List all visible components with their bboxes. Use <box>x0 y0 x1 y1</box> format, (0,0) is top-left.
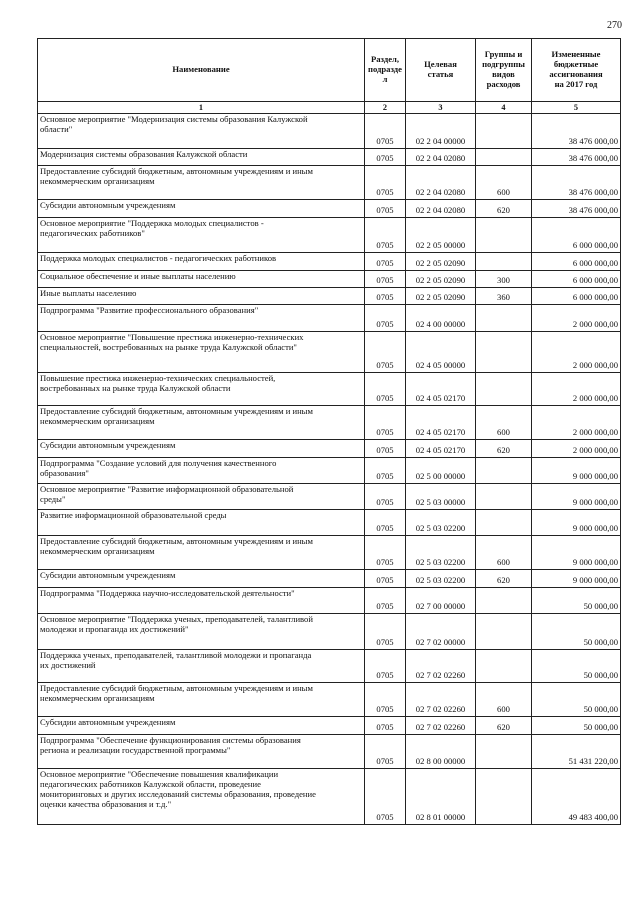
cell-group: 360 <box>476 288 532 305</box>
cell-group <box>476 614 532 650</box>
cell-amount: 9 000 000,00 <box>532 484 621 510</box>
cell-group <box>476 218 532 253</box>
cell-name: Иные выплаты населению <box>38 288 365 305</box>
cell-group <box>476 588 532 614</box>
cell-amount: 9 000 000,00 <box>532 536 621 570</box>
cell-code: 02 7 02 00000 <box>406 614 476 650</box>
table-row <box>38 200 621 218</box>
cell-name: Предоставление субсидий бюджетным, автономным учреждениям и иным некоммерческим организациям <box>38 406 365 440</box>
cell-name: Основное мероприятие "Развитие информационной образовательной среды" <box>38 484 365 510</box>
cell-group: 620 <box>476 717 532 735</box>
cell-section: 0705 <box>365 614 406 650</box>
cell-group <box>476 114 532 149</box>
cell-name: Субсидии автономным учреждениям <box>38 200 365 218</box>
cell-code: 02 2 05 00000 <box>406 218 476 253</box>
header-name: Наименование <box>38 39 365 102</box>
cell-section: 0705 <box>365 588 406 614</box>
column-number: 3 <box>406 102 476 114</box>
cell-code: 02 2 05 02090 <box>406 288 476 305</box>
cell-code: 02 2 04 02080 <box>406 166 476 200</box>
cell-amount: 6 000 000,00 <box>532 288 621 305</box>
cell-section: 0705 <box>365 735 406 769</box>
cell-code: 02 5 00 00000 <box>406 458 476 484</box>
cell-section: 0705 <box>365 114 406 149</box>
cell-code: 02 5 03 02200 <box>406 570 476 588</box>
cell-section: 0705 <box>365 484 406 510</box>
table-row <box>38 510 621 536</box>
cell-amount: 2 000 000,00 <box>532 332 621 373</box>
table-row <box>38 536 621 570</box>
cell-name: Поддержка молодых специалистов - педагогических работников <box>38 253 365 271</box>
cell-group: 600 <box>476 406 532 440</box>
cell-group <box>476 332 532 373</box>
cell-group <box>476 305 532 332</box>
header-groups: Группы и подгруппы видов расходов <box>476 39 532 102</box>
cell-name: Подпрограмма "Обеспечение функционирования системы образования региона и реализации государственной программы" <box>38 735 365 769</box>
cell-amount: 2 000 000,00 <box>532 440 621 458</box>
cell-code: 02 4 00 00000 <box>406 305 476 332</box>
cell-section: 0705 <box>365 717 406 735</box>
cell-amount: 50 000,00 <box>532 650 621 683</box>
cell-group: 600 <box>476 536 532 570</box>
cell-name: Предоставление субсидий бюджетным, автономным учреждениям и иным некоммерческим организациям <box>38 683 365 717</box>
cell-section: 0705 <box>365 373 406 406</box>
cell-amount: 50 000,00 <box>532 683 621 717</box>
cell-section: 0705 <box>365 769 406 825</box>
column-number: 5 <box>532 102 621 114</box>
cell-name: Повышение престижа инженерно-технических специальностей, востребованных на рынке труда Калужской области <box>38 373 365 406</box>
cell-code: 02 7 00 00000 <box>406 588 476 614</box>
cell-name: Основное мероприятие "Повышение престижа инженерно-технических специальностей, востребованных на рынке труда Калужской области" <box>38 332 365 373</box>
cell-amount: 2 000 000,00 <box>532 373 621 406</box>
cell-group: 620 <box>476 200 532 218</box>
cell-section: 0705 <box>365 458 406 484</box>
cell-name: Основное мероприятие "Модернизация системы образования Калужской области" <box>38 114 365 149</box>
table-row <box>38 166 621 200</box>
cell-name: Основное мероприятие "Поддержка молодых специалистов - педагогических работников" <box>38 218 365 253</box>
table-row <box>38 253 621 271</box>
table-row <box>38 484 621 510</box>
table-row <box>38 406 621 440</box>
cell-section: 0705 <box>365 683 406 717</box>
cell-code: 02 7 02 02260 <box>406 650 476 683</box>
cell-amount: 9 000 000,00 <box>532 570 621 588</box>
header-amount: Измененные бюджетные ассигнования на 2017 год <box>532 39 621 102</box>
cell-group <box>476 458 532 484</box>
cell-section: 0705 <box>365 305 406 332</box>
column-number-row <box>38 102 621 114</box>
cell-section: 0705 <box>365 288 406 305</box>
table-row <box>38 271 621 288</box>
cell-amount: 51 431 220,00 <box>532 735 621 769</box>
cell-section: 0705 <box>365 218 406 253</box>
cell-group: 600 <box>476 166 532 200</box>
cell-name: Социальное обеспечение и иные выплаты населению <box>38 271 365 288</box>
cell-amount: 6 000 000,00 <box>532 253 621 271</box>
column-number: 1 <box>38 102 365 114</box>
cell-group: 300 <box>476 271 532 288</box>
cell-section: 0705 <box>365 536 406 570</box>
table-row <box>38 149 621 166</box>
cell-code: 02 5 03 00000 <box>406 484 476 510</box>
table-row <box>38 114 621 149</box>
cell-amount: 38 476 000,00 <box>532 166 621 200</box>
cell-code: 02 2 04 02080 <box>406 200 476 218</box>
table-row <box>38 332 621 373</box>
cell-name: Основное мероприятие "Поддержка ученых, преподавателей, талантливой молодежи и пропаганда их достижений" <box>38 614 365 650</box>
cell-section: 0705 <box>365 650 406 683</box>
cell-group <box>476 373 532 406</box>
cell-name: Подпрограмма "Поддержка научно-исследовательской деятельности" <box>38 588 365 614</box>
cell-section: 0705 <box>365 332 406 373</box>
cell-amount: 50 000,00 <box>532 717 621 735</box>
cell-code: 02 4 05 02170 <box>406 373 476 406</box>
cell-code: 02 4 05 00000 <box>406 332 476 373</box>
cell-section: 0705 <box>365 406 406 440</box>
cell-code: 02 2 04 02080 <box>406 149 476 166</box>
cell-section: 0705 <box>365 440 406 458</box>
cell-group: 620 <box>476 570 532 588</box>
cell-code: 02 2 05 02090 <box>406 253 476 271</box>
table-header-row <box>38 39 621 102</box>
cell-section: 0705 <box>365 253 406 271</box>
cell-code: 02 2 05 02090 <box>406 271 476 288</box>
cell-code: 02 7 02 02260 <box>406 683 476 717</box>
cell-group <box>476 650 532 683</box>
cell-section: 0705 <box>365 510 406 536</box>
cell-section: 0705 <box>365 570 406 588</box>
cell-section: 0705 <box>365 271 406 288</box>
cell-amount: 6 000 000,00 <box>532 271 621 288</box>
page-number: 270 <box>607 20 622 31</box>
cell-amount: 38 476 000,00 <box>532 200 621 218</box>
cell-group: 600 <box>476 683 532 717</box>
column-number: 4 <box>476 102 532 114</box>
table-row <box>38 614 621 650</box>
cell-name: Основное мероприятие "Обеспечение повышения квалификации педагогических работников Калужской области, проведение мониторинговых и других исследований системы образования, проведение оценки качества образования и т.д." <box>38 769 365 825</box>
table-row <box>38 735 621 769</box>
table-row <box>38 769 621 825</box>
cell-name: Модернизация системы образования Калужской области <box>38 149 365 166</box>
table-row <box>38 683 621 717</box>
cell-group <box>476 484 532 510</box>
table-row <box>38 373 621 406</box>
table-body <box>38 114 621 825</box>
table-row <box>38 717 621 735</box>
cell-section: 0705 <box>365 149 406 166</box>
cell-name: Предоставление субсидий бюджетным, автономным учреждениям и иным некоммерческим организациям <box>38 536 365 570</box>
cell-name: Субсидии автономным учреждениям <box>38 717 365 735</box>
cell-group <box>476 510 532 536</box>
cell-code: 02 5 03 02200 <box>406 536 476 570</box>
cell-name: Подпрограмма "Развитие профессионального образования" <box>38 305 365 332</box>
table-row <box>38 440 621 458</box>
header-section: Раздел, подразде л <box>365 39 406 102</box>
cell-name: Предоставление субсидий бюджетным, автономным учреждениям и иным некоммерческим организациям <box>38 166 365 200</box>
cell-amount: 50 000,00 <box>532 588 621 614</box>
cell-name: Подпрограмма "Создание условий для получения качественного образования" <box>38 458 365 484</box>
cell-code: 02 8 00 00000 <box>406 735 476 769</box>
cell-name: Субсидии автономным учреждениям <box>38 440 365 458</box>
table-row <box>38 570 621 588</box>
cell-amount: 50 000,00 <box>532 614 621 650</box>
table-row <box>38 458 621 484</box>
cell-code: 02 4 05 02170 <box>406 440 476 458</box>
cell-group <box>476 769 532 825</box>
cell-code: 02 8 01 00000 <box>406 769 476 825</box>
cell-group <box>476 253 532 271</box>
cell-group: 620 <box>476 440 532 458</box>
cell-section: 0705 <box>365 166 406 200</box>
cell-amount: 49 483 400,00 <box>532 769 621 825</box>
cell-amount: 38 476 000,00 <box>532 149 621 166</box>
cell-amount: 2 000 000,00 <box>532 406 621 440</box>
header-target: Целевая статья <box>406 39 476 102</box>
table-row <box>38 305 621 332</box>
cell-amount: 2 000 000,00 <box>532 305 621 332</box>
cell-code: 02 4 05 02170 <box>406 406 476 440</box>
cell-name: Поддержка ученых, преподавателей, талантливой молодежи и пропаганда их достижений <box>38 650 365 683</box>
cell-group <box>476 735 532 769</box>
table-row <box>38 588 621 614</box>
cell-amount: 6 000 000,00 <box>532 218 621 253</box>
table-row <box>38 218 621 253</box>
cell-code: 02 5 03 02200 <box>406 510 476 536</box>
table-row <box>38 650 621 683</box>
cell-amount: 38 476 000,00 <box>532 114 621 149</box>
cell-name: Субсидии автономным учреждениям <box>38 570 365 588</box>
cell-amount: 9 000 000,00 <box>532 458 621 484</box>
cell-section: 0705 <box>365 200 406 218</box>
cell-code: 02 2 04 00000 <box>406 114 476 149</box>
budget-table <box>37 38 621 825</box>
cell-amount: 9 000 000,00 <box>532 510 621 536</box>
column-number: 2 <box>365 102 406 114</box>
cell-group <box>476 149 532 166</box>
table-row <box>38 288 621 305</box>
cell-code: 02 7 02 02260 <box>406 717 476 735</box>
cell-name: Развитие информационной образовательной среды <box>38 510 365 536</box>
